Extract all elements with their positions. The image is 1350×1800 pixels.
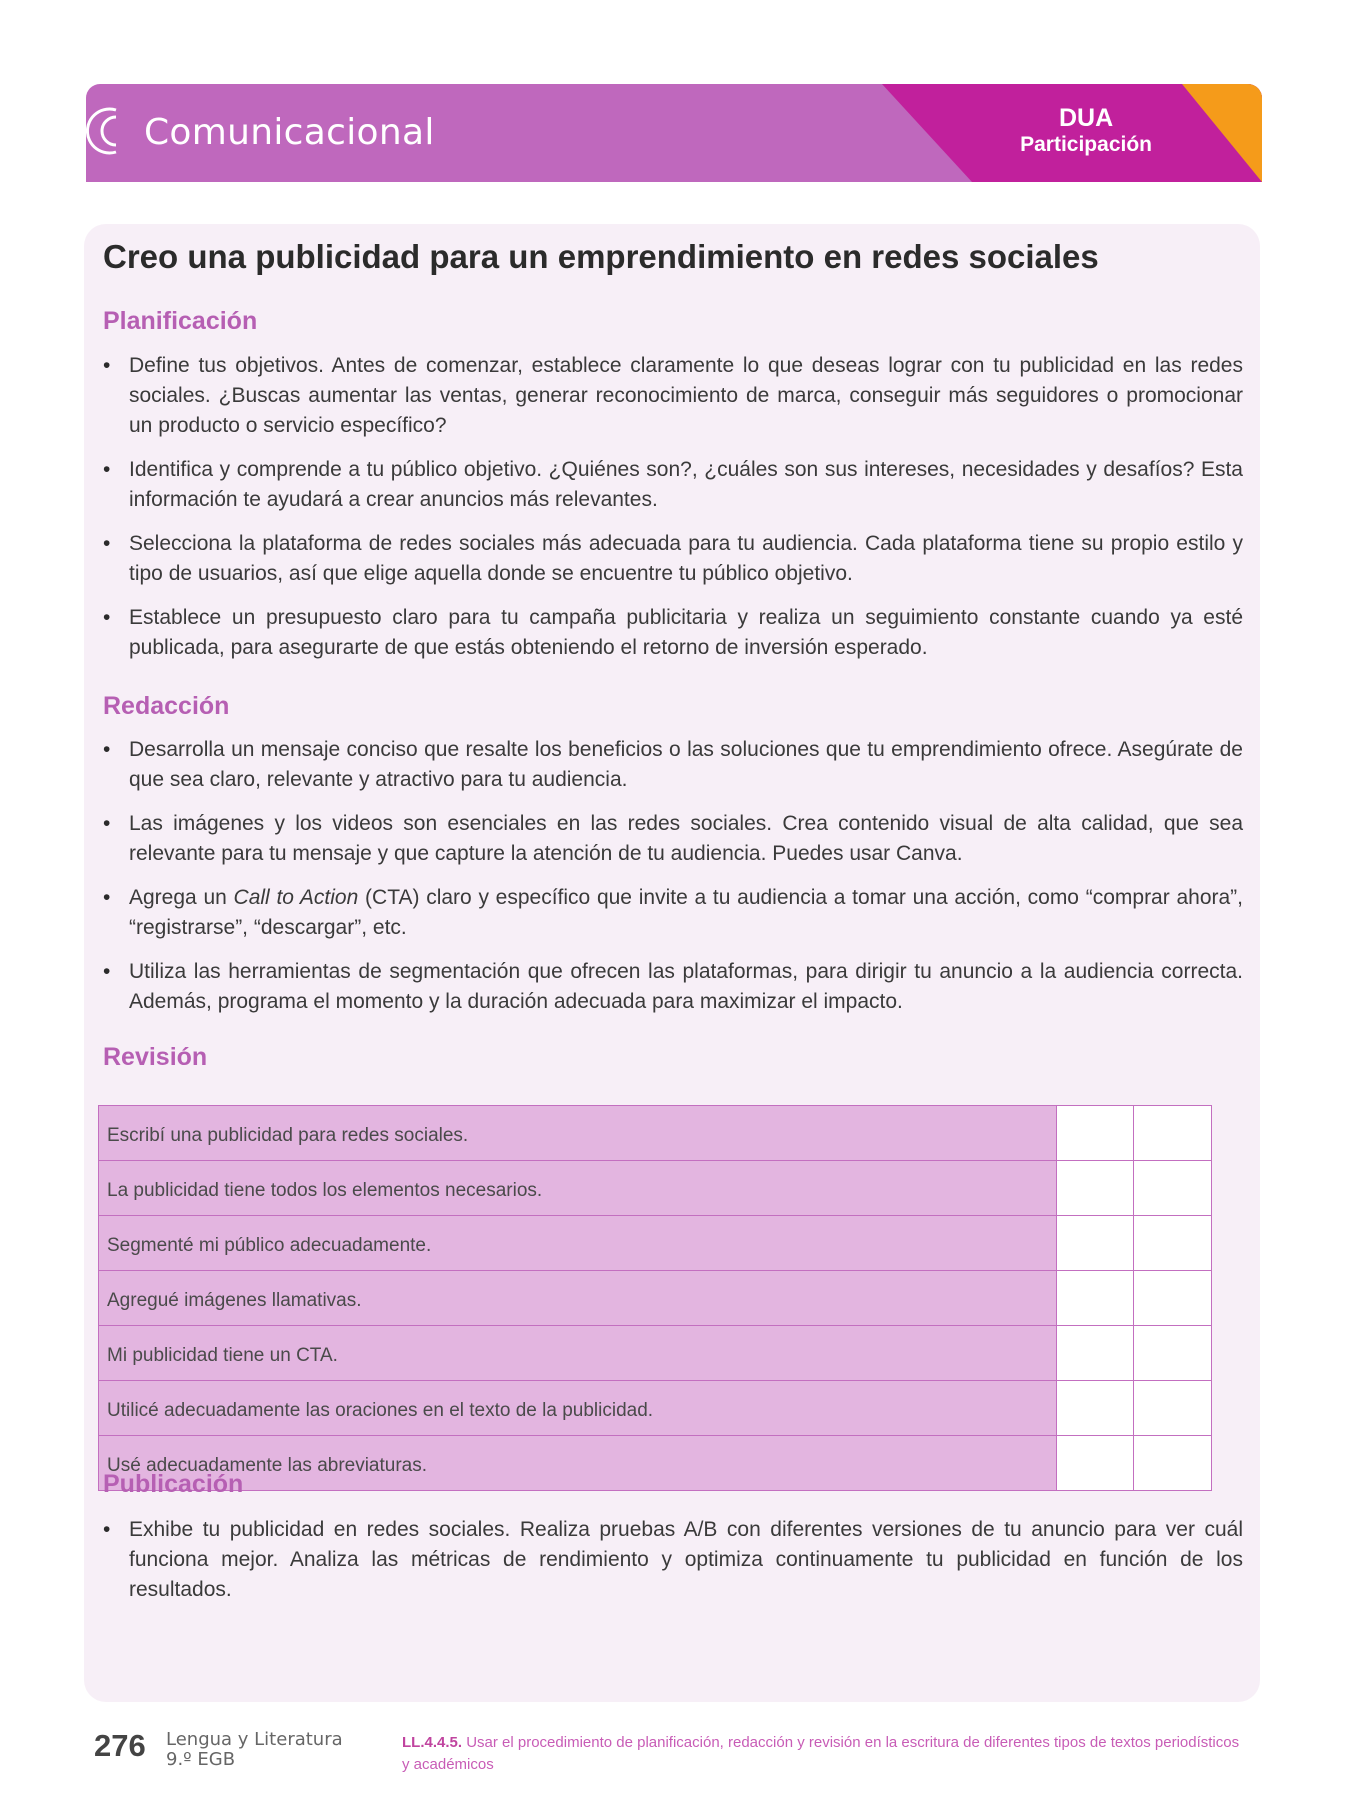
- comunicacional-c-icon: [86, 100, 128, 162]
- table-row: [99, 1271, 1212, 1326]
- check-cell-yes[interactable]: [1056, 1381, 1134, 1436]
- criterion-cell: Usé adecuadamente las abreviaturas.: [99, 1436, 1057, 1491]
- section-heading-redaccion: Redacción: [103, 692, 230, 720]
- table-row: [99, 1216, 1212, 1271]
- list-item: [103, 883, 1243, 943]
- list-item: • Desarrolla un mensaje conciso que resalte los beneficios o las soluciones que tu emprendimiento ofrece. Asegúrate de que sea claro, relevante y atractivo para tu audiencia.: [103, 735, 1243, 795]
- area-title: Comunicacional: [144, 112, 435, 153]
- section-heading-revision: Revisión: [103, 1043, 208, 1071]
- cta-text-after: (CTA) claro y específico que invite a tu audiencia a tomar una acción, como “comprar ahora”, “registrarse”, “descargar”, etc.: [129, 886, 1244, 939]
- check-cell-yes[interactable]: [1056, 1106, 1134, 1161]
- subject-label: [166, 1730, 343, 1770]
- dua-label: DUA: [1058, 104, 1114, 132]
- check-cell-no[interactable]: [1134, 1216, 1212, 1271]
- check-cell-yes[interactable]: [1056, 1271, 1134, 1326]
- table-row: [99, 1106, 1212, 1161]
- criterion-cell: Agregué imágenes llamativas.: [99, 1271, 1057, 1326]
- dua-sub-label: Participación: [1020, 133, 1152, 156]
- table-row: [99, 1326, 1212, 1381]
- curriculum-standard: [402, 1732, 1242, 1776]
- subject-name: Lengua y Literatura: [166, 1729, 343, 1750]
- criterion-cell: Mi publicidad tiene un CTA.: [99, 1326, 1057, 1381]
- table-row: [99, 1436, 1212, 1491]
- check-cell-yes[interactable]: [1056, 1326, 1134, 1381]
- cta-text-before: Agrega un: [129, 886, 234, 909]
- criterion-cell: La publicidad tiene todos los elementos necesarios.: [99, 1161, 1057, 1216]
- criterion-cell: Escribí una publicidad para redes sociales.: [99, 1106, 1057, 1161]
- list-item: • Utiliza las herramientas de segmentación que ofrecen las plataformas, para dirigir tu anuncio a la audiencia correcta. Además, programa el momento y la duración adecuada para maximizar el impacto.: [103, 957, 1243, 1017]
- section-heading-publicacion: Publicación: [103, 1470, 244, 1498]
- check-cell-no[interactable]: [1134, 1161, 1212, 1216]
- check-cell-yes[interactable]: [1056, 1161, 1134, 1216]
- dua-badge: [882, 84, 1262, 182]
- revision-table: [98, 1105, 1212, 1491]
- list-item: • Establece un presupuesto claro para tu campaña publicitaria y realiza un seguimiento constante cuando ya esté publicada, para asegurarte de que estás obteniendo el retorno de inversión esperado.: [103, 603, 1243, 663]
- check-cell-no[interactable]: [1134, 1271, 1212, 1326]
- criterion-cell: Segmenté mi público adecuadamente.: [99, 1216, 1057, 1271]
- section-heading-planificacion: Planificación: [103, 307, 258, 335]
- cta-italic-term: Call to Action: [233, 886, 359, 909]
- table-row: [99, 1161, 1212, 1216]
- redaccion-list: [103, 735, 1243, 1031]
- page-title: Creo una publicidad para un emprendimiento en redes sociales: [103, 238, 1099, 275]
- area-header: [86, 84, 1262, 182]
- list-item: • Selecciona la plataforma de redes sociales más adecuada para tu audiencia. Cada plataforma tiene su propio estilo y tipo de usuarios, así que elige aquella donde se encuentre tu público objetivo.: [103, 529, 1243, 589]
- standard-code: LL.4.4.5.: [402, 1734, 463, 1751]
- list-item: • Identifica y comprende a tu público objetivo. ¿Quiénes son?, ¿cuáles son sus intereses, necesidades y desafíos? Esta información te ayudará a crear anuncios más relevantes.: [103, 455, 1243, 515]
- standard-text: Usar el procedimiento de planificación, redacción y revisión en la escritura de diferentes tipos de textos periodísticos y académicos: [402, 1734, 1240, 1773]
- check-cell-yes[interactable]: [1056, 1436, 1134, 1491]
- check-cell-no[interactable]: [1134, 1436, 1212, 1491]
- page-number: 276: [94, 1728, 146, 1763]
- check-cell-yes[interactable]: [1056, 1216, 1134, 1271]
- check-cell-no[interactable]: [1134, 1326, 1212, 1381]
- publicacion-list: [103, 1515, 1243, 1619]
- list-item: • Las imágenes y los videos son esenciales en las redes sociales. Crea contenido visual de alta calidad, que sea relevante para tu mensaje y que capture la atención de tu audiencia. Puedes usar Canva.: [103, 809, 1243, 869]
- check-cell-no[interactable]: [1134, 1106, 1212, 1161]
- list-item: • Exhibe tu publicidad en redes sociales. Realiza pruebas A/B con diferentes versiones de tu anuncio para ver cuál funciona mejor. Analiza las métricas de rendimiento y optimiza continuamente tu publicidad en función de los resultados.: [103, 1515, 1243, 1605]
- criterion-cell: Utilicé adecuadamente las oraciones en el texto de la publicidad.: [99, 1381, 1057, 1436]
- grade-label: 9.º EGB: [166, 1749, 236, 1770]
- check-cell-no[interactable]: [1134, 1381, 1212, 1436]
- list-item: • Define tus objetivos. Antes de comenzar, establece claramente lo que deseas lograr con tu publicidad en las redes sociales. ¿Buscas aumentar las ventas, generar reconocimiento de marca, conseguir más seguidores o promocionar un producto o servicio específico?: [103, 351, 1243, 441]
- table-row: [99, 1381, 1212, 1436]
- planificacion-list: [103, 351, 1243, 677]
